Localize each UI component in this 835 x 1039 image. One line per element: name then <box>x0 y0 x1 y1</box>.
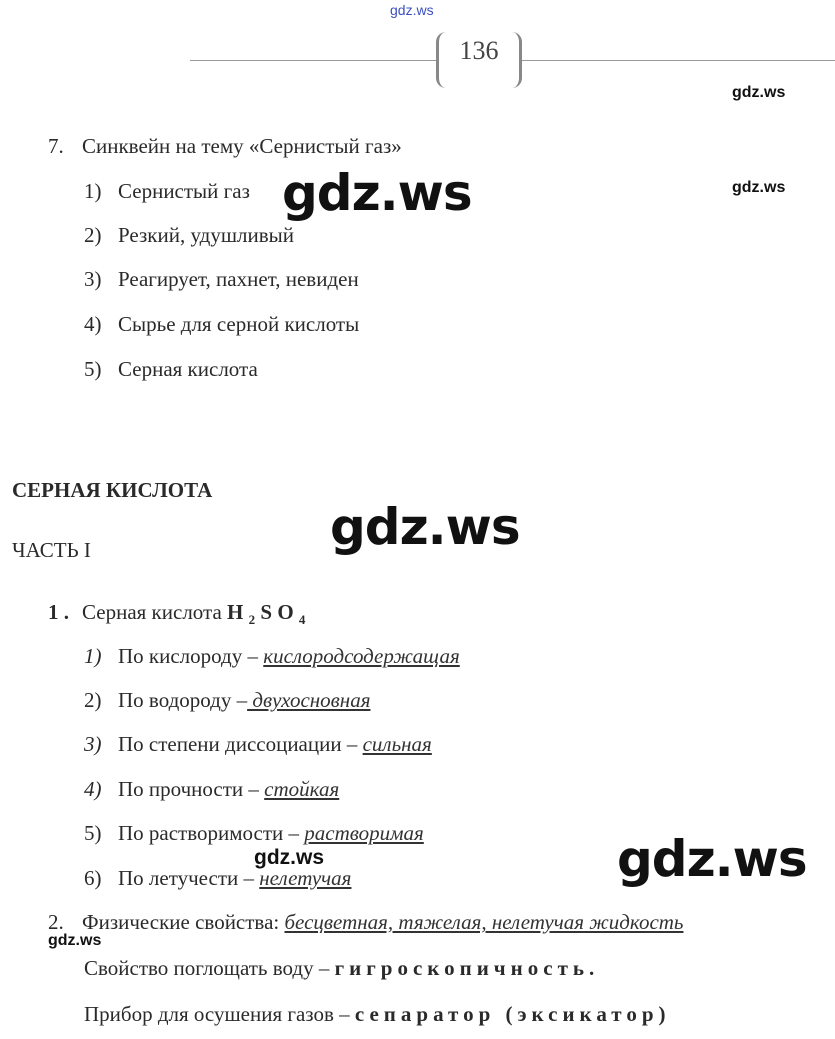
property-line: Свойство поглощать воду – гигроскопичность. <box>84 956 600 980</box>
header-rule-left <box>190 60 436 61</box>
watermark-big: gdz.ws <box>282 164 472 222</box>
list-item: 2) Резкий, удушливый <box>84 223 294 247</box>
section-title: СЕРНАЯ КИСЛОТА <box>12 478 213 502</box>
page-number-frame <box>436 32 522 88</box>
task-number: 1 . <box>48 600 69 624</box>
answer: двухосновная <box>247 688 371 712</box>
list-item: 6) По летучести – нелетучая <box>84 866 352 890</box>
task-2-heading <box>48 910 683 935</box>
answer: стойкая <box>264 777 340 801</box>
watermark-top: gdz.ws <box>390 2 434 18</box>
watermark-small: gdz.ws <box>254 846 325 869</box>
list-item: 1) Сернистый газ <box>84 179 250 203</box>
header-rule-right <box>522 60 835 61</box>
task-1-heading <box>48 600 305 628</box>
list-item: 5) Серная кислота <box>84 357 258 381</box>
task-7-heading <box>48 134 402 159</box>
property-line: Прибор для осушения газов – сепаратор (эксикатор) <box>84 1002 671 1026</box>
list-item: 3) Реагирует, пахнет, невиден <box>84 267 359 291</box>
page-number: 136 <box>459 36 499 65</box>
formula: H $_2$ S O $_4$ <box>227 600 306 628</box>
answer: сепаратор (эксикатор) <box>354 1002 671 1026</box>
task-label: Серная кислота <box>82 600 222 624</box>
task-label: Физические свойства: <box>82 910 280 934</box>
list-item: 3) По степени диссоциации – сильная <box>84 732 432 756</box>
watermark-small: gdz.ws <box>732 179 786 196</box>
watermark-big: gdz.ws <box>617 830 807 888</box>
list-item: 4) По прочности – стойкая <box>84 777 340 801</box>
task-title: Синквейн на тему «Сернистый газ» <box>82 134 402 158</box>
watermark-big: gdz.ws <box>330 498 520 556</box>
list-item: 1) По кислороду – кислородсодержащая <box>84 644 460 668</box>
list-item: 4) Сырье для серной кислоты <box>84 312 360 336</box>
answer: бесцветная, тяжелая, нелетучая жидкость <box>284 910 684 934</box>
answer: сильная <box>362 732 432 756</box>
list-item: 5) По растворимости – растворимая <box>84 821 424 845</box>
task-number: 7. <box>48 134 64 158</box>
watermark-small: gdz.ws <box>48 932 102 949</box>
answer: нелетучая <box>259 866 352 890</box>
answer: гигроскопичность. <box>334 956 600 980</box>
watermark-small: gdz.ws <box>732 84 786 101</box>
part-title: ЧАСТЬ I <box>12 538 91 562</box>
task-number: 2. <box>48 910 64 934</box>
list-item: 2) По водороду – двухосновная <box>84 688 371 712</box>
answer: кислородсодержащая <box>263 644 460 668</box>
answer: растворимая <box>304 821 424 845</box>
